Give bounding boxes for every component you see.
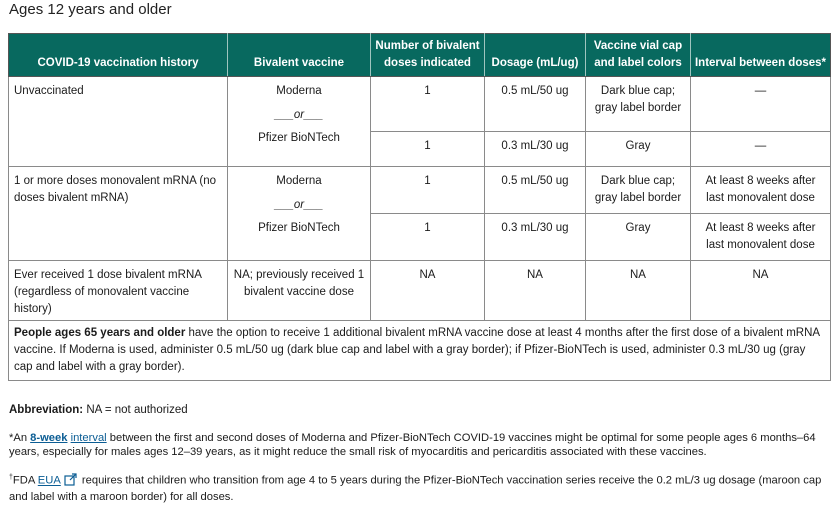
cell-colors: Dark blue cap; gray label border	[586, 77, 691, 132]
cell-interval: At least 8 weeks after last monovalent dose	[691, 167, 831, 214]
cell-doses: 1	[371, 214, 485, 261]
cell-doses: NA	[371, 261, 485, 321]
cell-interval: —	[691, 132, 831, 167]
cell-doses: 1	[371, 77, 485, 132]
footnote2-prefix: FDA	[12, 474, 38, 487]
cell-dosage: 0.3 mL/30 ug	[485, 214, 586, 261]
footnote1-prefix: *An	[9, 432, 31, 444]
link-8-week[interactable]: 8-week	[30, 432, 68, 444]
cell-history: 1 or more doses monovalent mRNA (no doses bivalent mRNA)	[9, 167, 228, 261]
footnote-fda-eua	[9, 471, 824, 504]
cell-colors: Dark blue cap; gray label border	[586, 167, 691, 214]
header-number-of-doses: Number of bivalent doses indicated	[371, 34, 485, 77]
cell-vaccine: NA; previously received 1 bivalent vaccine dose	[228, 261, 371, 321]
header-interval: Interval between doses*	[691, 34, 831, 77]
cell-interval: —	[691, 77, 831, 132]
header-dosage: Dosage (mL/ug)	[485, 34, 586, 77]
abbreviation-line	[9, 404, 188, 416]
table-row	[9, 77, 831, 132]
dagger-marker: †	[9, 474, 13, 481]
cell-doses: 1	[371, 132, 485, 167]
cell-dosage: 0.3 mL/30 ug	[485, 132, 586, 167]
cell-history: Ever received 1 dose bivalent mRNA (regardless of monovalent vaccine history)	[9, 261, 228, 321]
vaccine-moderna: Moderna	[276, 85, 322, 97]
link-interval[interactable]: interval	[70, 432, 107, 444]
cell-vaccine	[228, 167, 371, 261]
cell-interval: At least 8 weeks after last monovalent dose	[691, 214, 831, 261]
cell-doses: 1	[371, 167, 485, 214]
cell-history: Unvaccinated	[9, 77, 228, 167]
or-separator: ___or___	[274, 199, 324, 211]
footnote1-text: between the first and second doses of Moderna and Pfizer-BioNTech COVID-19 vaccines might be optimal for some people ages 6 months–64 years, especially for males ages 12–39 years, as it might reduce the small risk of myocarditis and pericarditis associated with these vaccines.	[9, 432, 816, 458]
abbreviation-text: NA = not authorized	[83, 404, 188, 416]
note-bold-lead: People ages 65 years and older	[14, 327, 186, 339]
note-text: have the option to receive 1 additional bivalent mRNA vaccine dose at least 4 months after the first dose of a bivalent mRNA vaccine. If Moderna is used, administer 0.5 mL/50 ug (dark blue cap and label with a gray border); if Pfizer-BioNTech is used, administer 0.3 mL/30 ug (gray cap and label with a gray border).	[14, 327, 820, 373]
cell-dosage: 0.5 mL/50 ug	[485, 77, 586, 132]
cell-colors: Gray	[586, 214, 691, 261]
vaccine-pfizer: Pfizer BioNTech	[258, 222, 340, 234]
abbreviation-label: Abbreviation:	[9, 404, 84, 416]
external-link-icon[interactable]	[64, 473, 77, 490]
cell-colors: NA	[586, 261, 691, 321]
cell-interval: NA	[691, 261, 831, 321]
footnote-interval	[9, 431, 824, 459]
cell-dosage: 0.5 mL/50 ug	[485, 167, 586, 214]
vaccine-moderna: Moderna	[276, 175, 322, 187]
or-separator: ___or___	[274, 109, 324, 121]
table-row	[9, 261, 831, 321]
vaccine-schedule-table	[8, 33, 831, 381]
link-eua[interactable]: EUA	[37, 474, 61, 487]
cell-dosage: NA	[485, 261, 586, 321]
table-header-row	[9, 34, 831, 77]
page-heading: Ages 12 years and older	[9, 1, 172, 18]
footnote2-text: requires that children who transition from age 4 to 5 years during the Pfizer-BioNTech vaccination series receive the 0.2 mL/3 ug dosage (maroon cap and label with a maroon border) for all doses.	[9, 474, 822, 503]
table-note-row	[9, 321, 831, 381]
header-history: COVID-19 vaccination history	[9, 34, 228, 77]
header-cap-colors: Vaccine vial cap and label colors	[586, 34, 691, 77]
age-65-note	[9, 321, 831, 381]
cell-colors: Gray	[586, 132, 691, 167]
header-bivalent-vaccine: Bivalent vaccine	[228, 34, 371, 77]
cell-vaccine	[228, 77, 371, 167]
vaccine-pfizer: Pfizer BioNTech	[258, 132, 340, 144]
table-row	[9, 167, 831, 214]
